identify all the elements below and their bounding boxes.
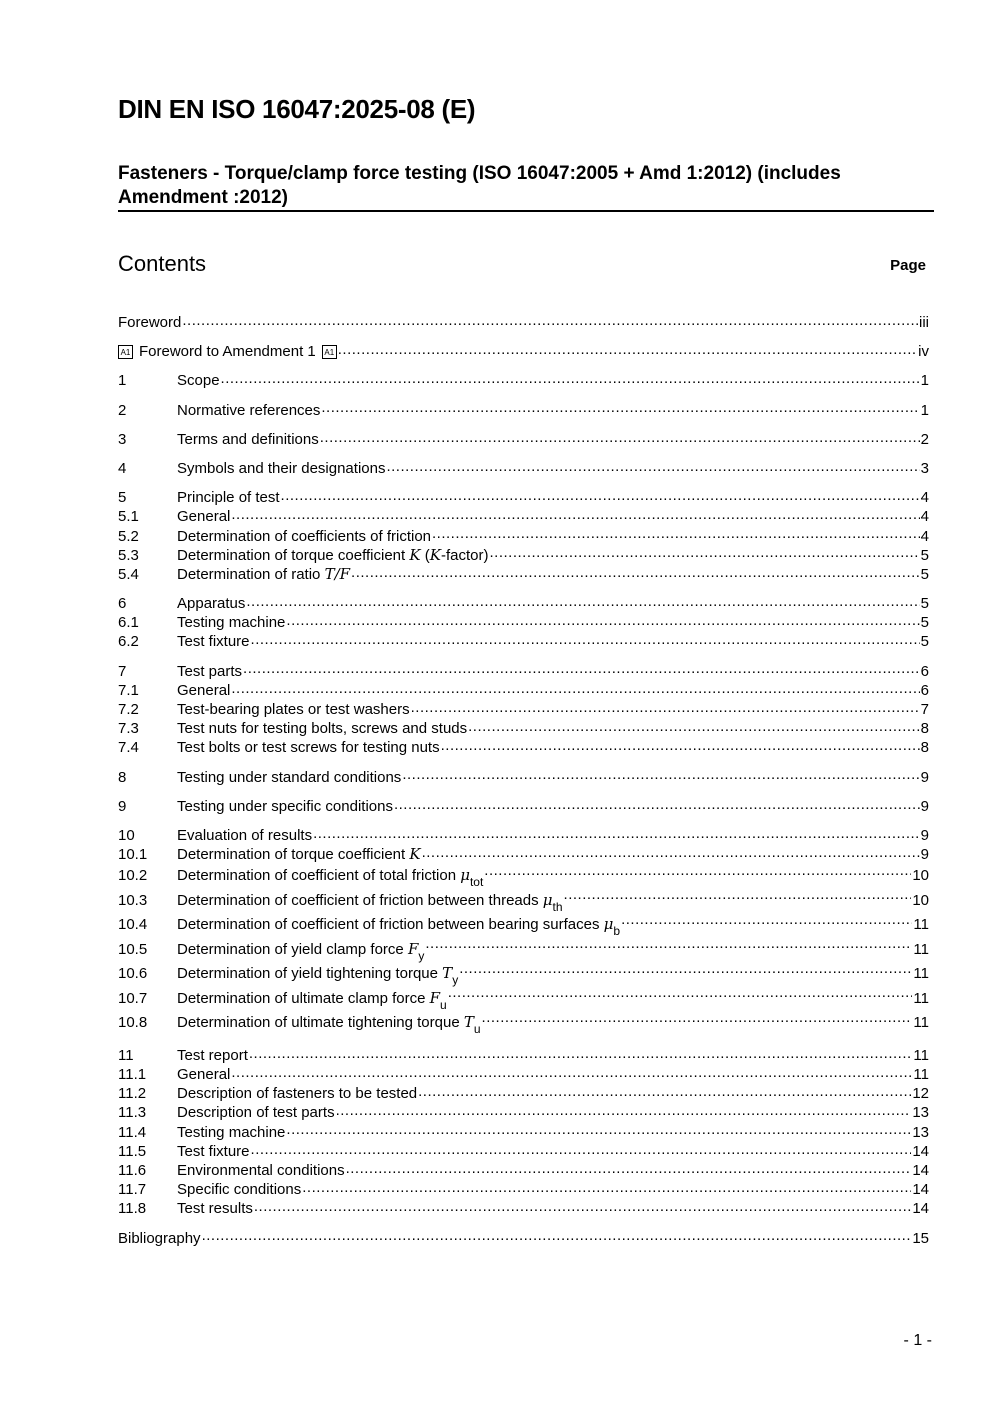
toc-entry[interactable] xyxy=(118,487,929,506)
toc-leader-dots xyxy=(243,661,920,676)
toc-leader-dots xyxy=(286,612,919,627)
toc-entry-page: 14 xyxy=(912,1181,929,1199)
toc-entry-title xyxy=(118,313,181,332)
toc-entry-title xyxy=(177,1065,230,1084)
toc-entry-title-text: Apparatus xyxy=(177,595,246,613)
toc-entry-number: 11.6 xyxy=(118,1161,147,1179)
toc-entry[interactable] xyxy=(118,526,929,545)
amendment-start-marker-icon: A1 xyxy=(118,345,133,359)
toc-entry-title-text: Test fixture xyxy=(177,633,250,651)
toc-leader-dots xyxy=(231,680,919,695)
toc-entry-title-text: Terms and definitions xyxy=(177,430,319,448)
toc-entry[interactable] xyxy=(118,1179,929,1198)
toc-entry-title-text: Determination of yield tightening torque xyxy=(177,965,438,983)
toc-entry-page: 10 xyxy=(912,891,929,909)
toc-entry[interactable] xyxy=(118,400,929,419)
toc-entry[interactable] xyxy=(118,888,929,913)
toc-entry-number: 10.7 xyxy=(118,989,148,1007)
toc-entry[interactable] xyxy=(118,912,929,937)
toc-entry-title xyxy=(177,681,230,700)
toc-entry-title xyxy=(177,459,385,478)
toc-entry-number: 10.2 xyxy=(118,867,148,885)
toc-entry-number: 7.3 xyxy=(118,720,139,738)
toc-entry-title xyxy=(177,986,447,1012)
toc-entry[interactable] xyxy=(118,545,929,564)
toc-entry-number: 7.2 xyxy=(118,701,139,718)
toc-entry-title xyxy=(177,912,620,938)
toc-entry-page: 13 xyxy=(912,1104,929,1122)
toc-leader-dots xyxy=(482,1012,913,1027)
toc-entry-title-text: Testing machine xyxy=(177,1123,286,1141)
toc-entry-number: 11.2 xyxy=(118,1085,147,1103)
toc-entry-page: 10 xyxy=(912,867,929,885)
toc-leader-dots xyxy=(246,593,919,608)
toc-entry-number: 10 xyxy=(118,826,135,844)
toc-leader-dots xyxy=(281,487,920,502)
toc-entry-symbol: T xyxy=(442,964,453,983)
toc-entry-title xyxy=(177,613,285,632)
toc-entry-number: 10.3 xyxy=(118,891,148,909)
toc-entry[interactable] xyxy=(118,1160,929,1179)
toc-entry-symbol-subscript: b xyxy=(613,924,621,939)
toc-entry[interactable] xyxy=(118,1122,929,1141)
toc-leader-dots xyxy=(489,545,919,560)
toc-entry[interactable] xyxy=(118,1141,929,1160)
toc-entry[interactable] xyxy=(118,1198,929,1217)
toc-entry-title-text: General xyxy=(177,681,231,699)
toc-entry-page: 4 xyxy=(920,527,929,545)
toc-entry[interactable] xyxy=(118,796,929,815)
toc-entry-page: 11 xyxy=(913,1066,929,1083)
table-of-contents xyxy=(118,312,929,1247)
toc-entry-symbol-subscript: u xyxy=(440,997,447,1012)
toc-entry-title xyxy=(177,888,563,914)
toc-entry-symbol: μ xyxy=(542,890,553,909)
toc-entry-number: 8 xyxy=(118,768,127,786)
toc-entry-title xyxy=(177,401,320,420)
toc-entry[interactable] xyxy=(118,506,929,525)
toc-entry[interactable] xyxy=(118,1083,929,1102)
toc-entry-page: 11 xyxy=(913,1046,929,1064)
toc-entry-title xyxy=(177,430,319,449)
toc-entry-title xyxy=(177,527,431,546)
toc-leader-dots xyxy=(302,1179,911,1194)
toc-entry-title xyxy=(177,1180,301,1199)
toc-entry-symbol-subscript: y xyxy=(418,948,425,963)
toc-entry-page: 14 xyxy=(912,1142,929,1160)
toc-leader-dots xyxy=(441,737,920,752)
toc-entry-number: 5.4 xyxy=(118,565,139,583)
toc-entry[interactable] xyxy=(118,1102,929,1121)
toc-leader-dots xyxy=(386,458,919,473)
toc-entry-title xyxy=(177,1123,285,1142)
toc-entry-symbol: F xyxy=(429,988,441,1007)
toc-entry-page: 11 xyxy=(913,940,929,958)
toc-entry-title-text: Testing under standard conditions xyxy=(177,768,402,786)
toc-entry[interactable] xyxy=(118,612,929,631)
toc-entry-title-text: Environmental conditions xyxy=(177,1161,345,1179)
toc-entry-page: 9 xyxy=(920,846,929,864)
toc-entry-number: 5.1 xyxy=(118,508,139,526)
toc-entry-number: 5.3 xyxy=(118,546,139,564)
toc-leader-dots xyxy=(432,526,920,541)
toc-entry[interactable] xyxy=(118,341,929,360)
toc-entry-title-text: Testing under specific conditions xyxy=(177,797,393,815)
toc-entry-symbol: T xyxy=(463,1013,474,1032)
toc-entry-title-text: Determination of coefficient of total friction xyxy=(177,867,457,885)
toc-leader-dots xyxy=(351,564,920,579)
toc-entry-title-text: Determination of ratio xyxy=(177,565,321,583)
toc-entry[interactable] xyxy=(118,312,929,331)
toc-entry-number: 9 xyxy=(118,797,127,815)
toc-entry-title-text: Test bolts or test screws for testing nuts xyxy=(177,739,440,757)
toc-entry-title xyxy=(177,845,421,864)
toc-entry-title-text: Determination of ultimate clamp force xyxy=(177,989,426,1007)
toc-entry[interactable] xyxy=(118,458,929,477)
toc-leader-dots xyxy=(621,914,912,929)
toc-entry-number: 6 xyxy=(118,595,127,613)
toc-entry-symbol-subscript: u xyxy=(473,1022,481,1037)
toc-entry-number: 11.5 xyxy=(118,1142,147,1160)
toc-leader-dots xyxy=(338,341,917,356)
toc-entry-page: 11 xyxy=(913,916,929,934)
toc-leader-dots xyxy=(182,312,918,327)
toc-entry-title-text: Evaluation of results xyxy=(177,826,313,844)
toc-entry-number: 10.1 xyxy=(118,846,148,864)
toc-entry-title-text: Determination of torque coefficient xyxy=(177,846,406,864)
toc-entry-page: 6 xyxy=(920,662,929,680)
document-title: Fasteners - Torque/clamp force testing (ISO 16047:2005 + Amd 1:2012) (includes Amendment :2012) xyxy=(118,163,841,208)
toc-entry-number: 6.1 xyxy=(118,614,139,632)
toc-entry-title-text: Foreword to Amendment 1 xyxy=(139,343,316,361)
toc-leader-dots xyxy=(564,890,912,905)
toc-entry[interactable] xyxy=(118,429,929,448)
toc-entry-title xyxy=(177,1142,250,1161)
toc-entry-page: 9 xyxy=(920,826,929,844)
toc-entry-symbol: μ xyxy=(603,915,614,934)
toc-entry[interactable] xyxy=(118,937,929,962)
toc-entry[interactable] xyxy=(118,986,929,1011)
toc-entry-page: 4 xyxy=(920,489,929,507)
toc-entry-page: 9 xyxy=(920,768,929,786)
toc-entry-title-text: Test parts xyxy=(177,662,243,680)
toc-leader-dots xyxy=(249,1045,913,1060)
toc-entry-page: 3 xyxy=(920,459,929,477)
toc-leader-dots xyxy=(422,844,920,859)
toc-leader-dots xyxy=(394,796,920,811)
toc-entry-symbol-subscript: th xyxy=(552,899,563,914)
toc-entry-title xyxy=(177,738,440,757)
toc-entry-page: 13 xyxy=(912,1123,929,1141)
toc-entry[interactable] xyxy=(118,1228,929,1247)
toc-entry-number: 11 xyxy=(118,1046,134,1064)
toc-leader-dots xyxy=(321,400,919,415)
toc-entry-page: 5 xyxy=(920,565,929,583)
toc-leader-dots xyxy=(402,767,919,782)
toc-entry-number: 5 xyxy=(118,489,127,507)
toc-entry-title xyxy=(177,719,467,738)
toc-entry[interactable] xyxy=(118,825,929,844)
contents-heading: Contents xyxy=(118,251,207,276)
toc-entry-title-text: Symbols and their designations xyxy=(177,459,386,477)
toc-leader-dots xyxy=(231,1064,912,1079)
toc-entry-page: 8 xyxy=(920,720,929,738)
toc-entry-title-text: Test nuts for testing bolts, screws and studs xyxy=(177,720,468,738)
toc-entry-page: 5 xyxy=(920,546,929,564)
toc-leader-dots xyxy=(251,631,920,646)
toc-entry-title xyxy=(177,507,230,526)
page-number: - 1 - xyxy=(903,1332,932,1349)
toc-entry-title-text: Test results xyxy=(177,1200,253,1218)
toc-entry-title xyxy=(177,546,488,565)
toc-entry-title xyxy=(177,1103,335,1122)
toc-entry-symbol-subscript: y xyxy=(452,973,459,988)
toc-leader-dots xyxy=(418,1083,911,1098)
toc-entry[interactable] xyxy=(118,370,929,389)
toc-entry-page: 5 xyxy=(920,633,929,651)
toc-entry-title-text: Bibliography xyxy=(118,1229,201,1247)
toc-leader-dots xyxy=(286,1122,911,1137)
toc-entry-title-text: Determination of ultimate tightening torque xyxy=(177,1014,460,1032)
toc-entry-title-text: Determination of coefficient of friction between bearing surfaces xyxy=(177,916,600,934)
toc-entry-number: 7.4 xyxy=(118,739,139,757)
toc-entry[interactable] xyxy=(118,1064,929,1083)
toc-leader-dots xyxy=(468,718,920,733)
toc-entry-symbol-subscript: tot xyxy=(469,875,484,890)
toc-entry-title-text: Scope xyxy=(177,372,220,390)
toc-entry-page: 6 xyxy=(920,681,929,699)
toc-entry-title xyxy=(177,662,242,681)
toc-entry-page: 5 xyxy=(920,614,929,632)
toc-entry-page: 14 xyxy=(912,1161,929,1179)
toc-entry-title xyxy=(177,488,280,507)
toc-entry-page: 9 xyxy=(920,797,929,815)
toc-entry-title xyxy=(177,1084,417,1103)
toc-entry-title-text: -factor) xyxy=(440,546,489,564)
toc-entry-number: 10.5 xyxy=(118,940,148,958)
toc-entry-page: 15 xyxy=(912,1229,929,1247)
toc-entry-page: 11 xyxy=(913,965,929,983)
toc-entry-number: 11.7 xyxy=(118,1181,147,1199)
toc-entry-number: 3 xyxy=(118,430,127,448)
toc-entry-symbol: K xyxy=(409,545,421,564)
toc-leader-dots xyxy=(221,370,920,385)
toc-entry[interactable] xyxy=(118,699,929,718)
toc-leader-dots xyxy=(411,699,920,714)
toc-entry-page: 1 xyxy=(920,401,929,419)
toc-entry-title xyxy=(118,342,337,361)
toc-entry-title xyxy=(177,565,350,584)
toc-leader-dots xyxy=(254,1198,911,1213)
toc-entry-title-text: ( xyxy=(420,546,430,564)
toc-entry-number: 11.4 xyxy=(118,1123,147,1141)
toc-entry-title-text: Testing machine xyxy=(177,614,286,632)
toc-entry-title-text: Test fixture xyxy=(177,1142,250,1160)
toc-entry-title-text: Determination of coefficient of friction between threads xyxy=(177,891,539,909)
toc-entry-title xyxy=(177,594,245,613)
toc-entry-title-text: Description of test parts xyxy=(177,1104,335,1122)
toc-entry-page: 12 xyxy=(912,1085,929,1103)
toc-entry-title-text: Specific conditions xyxy=(177,1181,302,1199)
toc-entry-title-text: Determination of yield clamp force xyxy=(177,940,404,958)
toc-entry-title-text: General xyxy=(177,1066,231,1083)
toc-entry-page: iv xyxy=(918,343,929,361)
toc-leader-dots xyxy=(320,429,920,444)
toc-entry[interactable] xyxy=(118,863,929,888)
toc-entry-title xyxy=(177,1046,248,1065)
toc-entry-page: 2 xyxy=(920,430,929,448)
toc-entry-number: 1 xyxy=(118,372,127,390)
toc-entry-page: 5 xyxy=(920,595,929,613)
toc-entry-number: 2 xyxy=(118,401,127,419)
toc-entry-title-text: Test-bearing plates or test washers xyxy=(177,701,410,718)
toc-entry-title xyxy=(177,826,312,845)
toc-entry[interactable] xyxy=(118,593,929,612)
toc-leader-dots xyxy=(231,506,919,521)
toc-entry[interactable] xyxy=(118,961,929,986)
toc-leader-dots xyxy=(459,963,912,978)
toc-entry-number: 11.8 xyxy=(118,1200,147,1218)
toc-entry-page: 1 xyxy=(920,372,929,390)
toc-entry[interactable] xyxy=(118,767,929,786)
toc-entry-title xyxy=(177,937,424,963)
toc-entry-number: 11.1 xyxy=(118,1066,147,1083)
toc-entry-number: 11.3 xyxy=(118,1104,147,1122)
toc-entry[interactable] xyxy=(118,631,929,650)
toc-entry[interactable] xyxy=(118,1010,929,1035)
toc-entry-page: 4 xyxy=(920,508,929,526)
toc-entry-title xyxy=(177,1010,481,1036)
toc-entry-page: iii xyxy=(919,314,929,331)
toc-entry-number: 10.6 xyxy=(118,965,148,983)
toc-entry-page: 7 xyxy=(920,701,929,718)
toc-entry-symbol: F xyxy=(407,939,419,958)
toc-entry-title xyxy=(177,797,393,816)
toc-entry-title xyxy=(177,1199,253,1218)
toc-leader-dots xyxy=(484,865,911,880)
toc-entry-number: 10.4 xyxy=(118,916,148,934)
toc-entry-title xyxy=(177,632,250,651)
toc-leader-dots xyxy=(251,1141,912,1156)
toc-entry-number: 4 xyxy=(118,459,127,477)
toc-leader-dots xyxy=(313,825,920,840)
toc-leader-dots xyxy=(346,1160,912,1175)
toc-entry[interactable] xyxy=(118,737,929,756)
toc-entry-number: 6.2 xyxy=(118,633,139,651)
toc-entry-title-text: Determination of torque coefficient xyxy=(177,546,406,564)
toc-entry[interactable] xyxy=(118,661,929,680)
toc-entry-symbol: μ xyxy=(460,866,470,885)
toc-entry-page: 14 xyxy=(912,1200,929,1218)
toc-entry-number: 10.8 xyxy=(118,1014,148,1032)
toc-leader-dots xyxy=(448,988,913,1003)
toc-entry-title-text: Test report xyxy=(177,1046,248,1064)
amendment-end-marker-icon: A1 xyxy=(322,345,337,359)
toc-entry-title xyxy=(177,700,410,719)
toc-entry-number: 7 xyxy=(118,662,127,680)
toc-entry[interactable] xyxy=(118,844,929,863)
toc-entry-title-text: Normative references xyxy=(177,401,321,419)
toc-entry-title-text: Description of fasteners to be tested xyxy=(177,1085,418,1103)
toc-entry-title-text: General xyxy=(177,508,231,526)
toc-entry[interactable] xyxy=(118,680,929,699)
toc-entry-title xyxy=(118,1229,201,1248)
toc-entry-page: 11 xyxy=(913,1014,929,1032)
toc-entry-title xyxy=(177,768,401,787)
toc-entry-title-text: Principle of test xyxy=(177,489,280,507)
toc-entry-title-text: Determination of coefficients of friction xyxy=(177,527,432,545)
toc-entry-symbol: K xyxy=(409,845,421,864)
toc-entry-page: 8 xyxy=(920,739,929,757)
toc-entry-title xyxy=(177,371,220,390)
toc-entry-number: 5.2 xyxy=(118,527,139,545)
toc-leader-dots xyxy=(425,939,912,954)
toc-entry-title xyxy=(177,961,458,987)
toc-entry[interactable] xyxy=(118,564,929,583)
toc-entry-title xyxy=(177,1161,345,1180)
toc-leader-dots xyxy=(336,1102,912,1117)
toc-entry-title xyxy=(177,863,483,889)
page-column-heading: Page xyxy=(890,257,926,274)
toc-entry-page: 11 xyxy=(913,989,929,1007)
toc-entry[interactable] xyxy=(118,1045,929,1064)
title-rule xyxy=(118,210,934,212)
toc-entry-symbol: T/F xyxy=(324,564,351,583)
toc-entry-title-text: Foreword xyxy=(118,314,182,331)
document-id: DIN EN ISO 16047:2025-08 (E) xyxy=(118,94,476,124)
toc-entry-symbol: K xyxy=(429,545,441,564)
toc-leader-dots xyxy=(202,1228,912,1243)
toc-entry[interactable] xyxy=(118,718,929,737)
toc-entry-number: 7.1 xyxy=(118,681,139,699)
